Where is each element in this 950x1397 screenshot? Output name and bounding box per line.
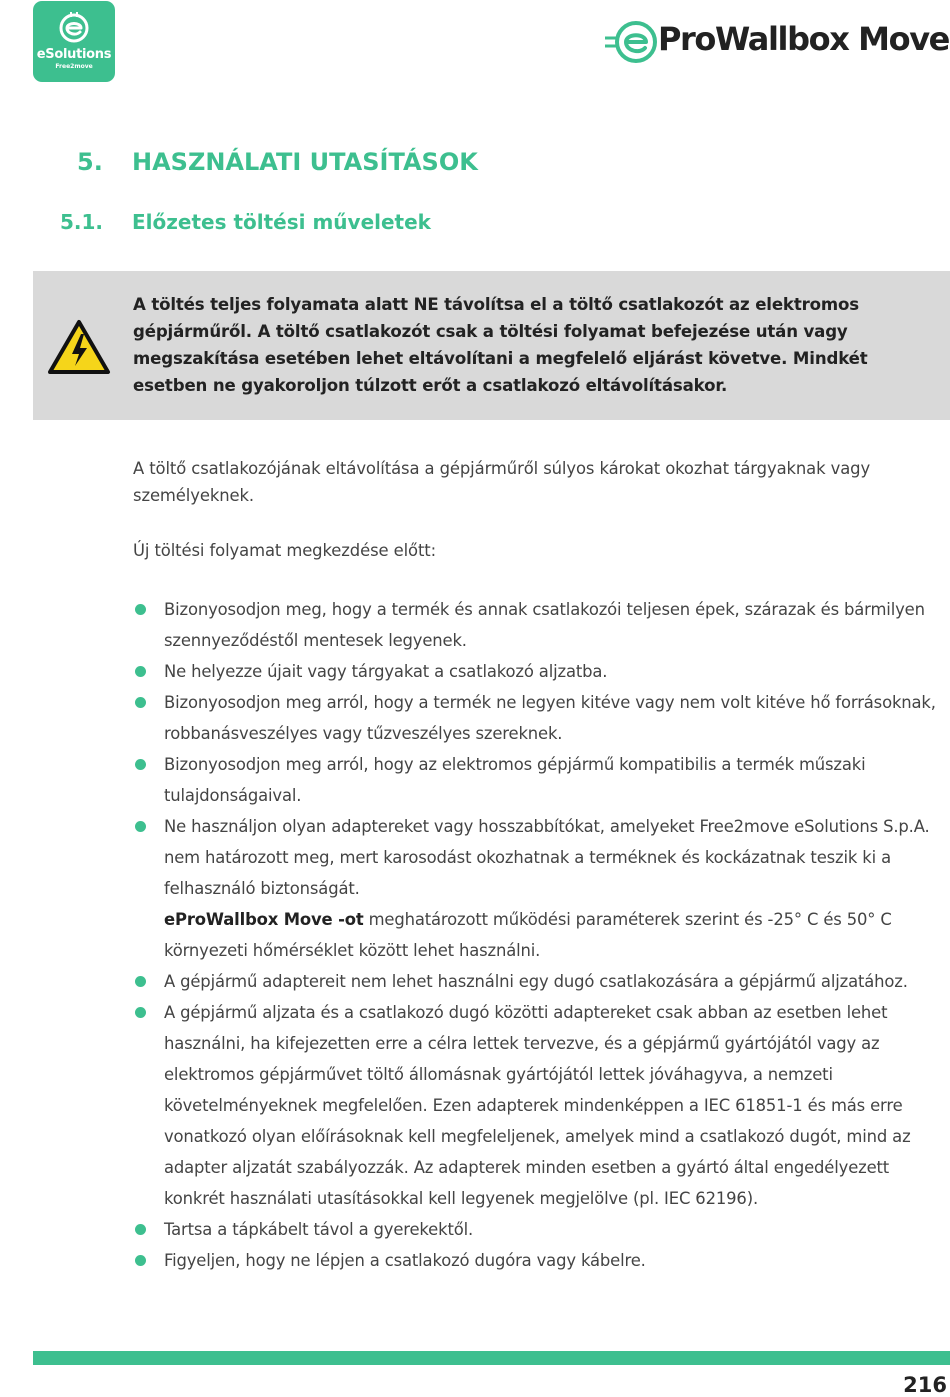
list-item: Ne használjon olyan adaptereket vagy hosszabbítókat, amelyeket Free2move eSolutions S.p.A. nem határozott meg, mert karosodást okozhatnak a terméknek és kockázatnak teszik ki a felhasználó biztonságát. eProWallbox Move -ot meghatározott működési paraméterek szerint és -25° C és 50° C környezeti hőmérséklet között lehet használni. — [133, 811, 948, 966]
list-item: Bizonyosodjon meg arról, hogy a termék ne legyen kitéve vagy nem volt kitéve hő forrásoknak, robbanásveszélyes vagy tűzveszélyes szereknek. — [133, 687, 948, 749]
eprowallbox-move-logo — [604, 18, 950, 66]
list-item: Tartsa a tápkábelt távol a gyerekektől. — [133, 1214, 948, 1245]
warning-text: A töltés teljes folyamata alatt NE távolítsa el a töltő csatlakozót az elektromos gépjárműről. A töltő csatlakozót csak a töltési folyamat befejezése után vagy megszakítása esetében lehet eltávolítani a megfelelő eljárást követve. Mindkét esetben ne gyakoroljon túlzott erőt a csatlakozó eltávolításakor. — [133, 295, 868, 395]
damage-paragraph: A töltő csatlakozójának eltávolítása a gépjárműről súlyos károkat okozhat tárgyaknak vagy személyeknek. — [133, 459, 871, 505]
eprowallbox-e-icon — [604, 18, 658, 66]
list-item: Bizonyosodjon meg, hogy a termék és annak csatlakozói teljesen épek, szárazak és bármilyen szennyeződéstől mentesek legyenek. — [133, 594, 948, 656]
precautions-list — [133, 594, 948, 1276]
operating-conditions-note: eProWallbox Move -ot meghatározott működési paraméterek szerint és -25° C és 50° C környezeti hőmérséklet között lehet használni. — [164, 910, 892, 960]
electric-hazard-icon — [46, 318, 112, 376]
bullet-dot-icon — [135, 697, 146, 708]
before-charging-paragraph: Új töltési folyamat megkezdése előtt: — [133, 541, 437, 560]
subsection-title: Előzetes töltési műveletek — [132, 210, 431, 234]
list-item: A gépjármű adaptereit nem lehet használni egy dugó csatlakozására a gépjármű aljzatához. — [133, 966, 948, 997]
section-number: 5. — [77, 148, 103, 176]
product-name-bold: eProWallbox Move -ot — [164, 910, 364, 929]
section-title: HASZNÁLATI UTASÍTÁSOK — [132, 148, 478, 176]
bullet-dot-icon — [135, 821, 146, 832]
warning-box — [33, 271, 950, 420]
list-item: A gépjármű aljzata és a csatlakozó dugó közötti adaptereket csak abban az esetben lehet használni, ha kifejezetten erre a célra lettek tervezve, és a gépjármű gyártójától vagy az elektromos gépjárművet töltő állomásnak gyártójától lettek jóváhagyva, a nemzeti követelményeknek megfelelően. Ezen adapterek mindenképpen a IEC 61851-1 és más erre vonatkozó olyan előírásoknak kell megfeleljenek, amelyek mind a csatlakozó dugót, mind az adapter aljzatát szabályozzák. Az adapterek minden esetben a gyártó által engedélyezett konkrét használati utasításokkal kell legyenek megjelölve (pl. IEC 62196). — [133, 997, 948, 1214]
bullet-dot-icon — [135, 976, 146, 987]
esolutions-logo — [33, 1, 115, 82]
esolutions-brand-text: eSolutions — [36, 47, 112, 62]
bullet-dot-icon — [135, 1255, 146, 1266]
subsection-number: 5.1. — [60, 210, 104, 234]
bullet-dot-icon — [135, 1007, 146, 1018]
page-number: 216 — [903, 1373, 947, 1397]
list-item: Ne helyezze újait vagy tárgyakat a csatlakozó aljzatba. — [133, 656, 948, 687]
bullet-dot-icon — [135, 666, 146, 677]
bullet-dot-icon — [135, 1224, 146, 1235]
bullet-dot-icon — [135, 759, 146, 770]
product-name: ProWallbox Move — [658, 20, 949, 58]
esolutions-e-icon — [58, 11, 90, 45]
free2move-sub-text: Free2move — [55, 63, 93, 70]
footer-bar — [33, 1351, 950, 1365]
list-item: Figyeljen, hogy ne lépjen a csatlakozó dugóra vagy kábelre. — [133, 1245, 948, 1276]
list-item: Bizonyosodjon meg arról, hogy az elektromos gépjármű kompatibilis a termék műszaki tulajdonságaival. — [133, 749, 948, 811]
bullet-dot-icon — [135, 604, 146, 615]
